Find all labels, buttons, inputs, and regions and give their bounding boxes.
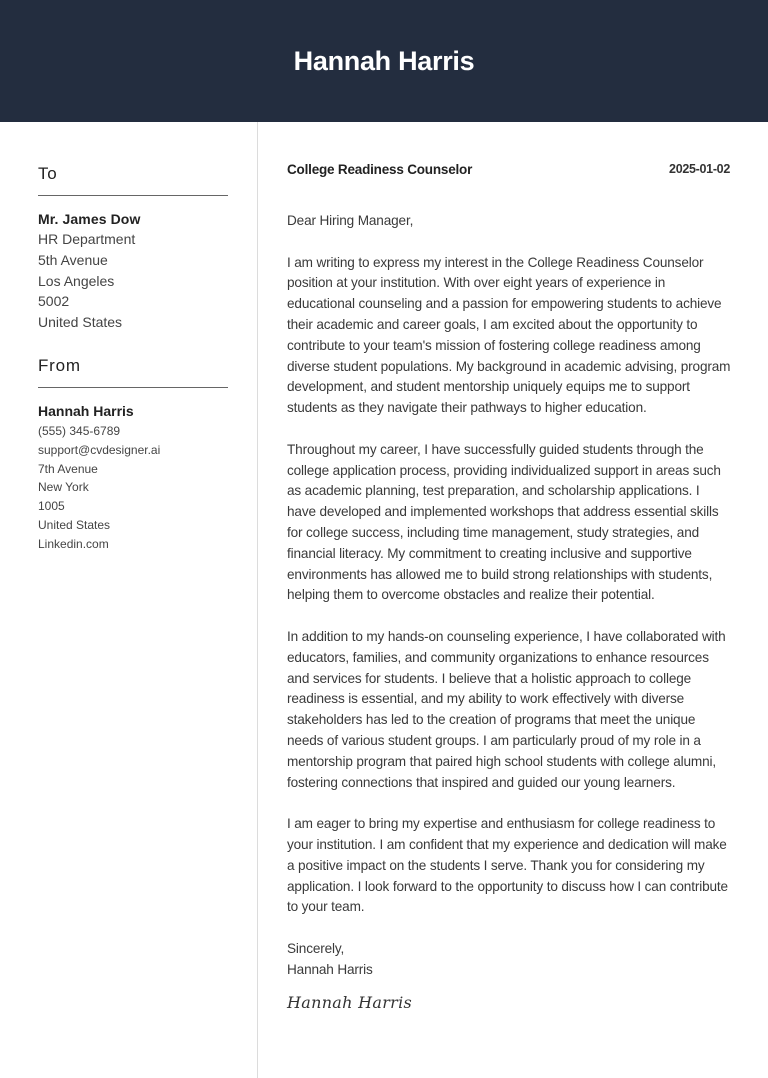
to-divider — [38, 195, 228, 196]
recipient-name: Mr. James Dow — [38, 211, 141, 227]
signature: Hannah Harris — [287, 993, 413, 1013]
from-heading: From — [38, 356, 81, 375]
closing: Sincerely, — [287, 940, 345, 956]
from-divider — [38, 387, 228, 388]
recipient-block — [38, 209, 238, 333]
job-title: College Readiness Counselor — [287, 162, 473, 177]
recipient-postal-code: 5002 — [38, 293, 70, 310]
paragraph-2: Throughout my career, I have successfully guided students through the college application process, providing individualized support in areas such as academic planning, test preparation, and scholarship applications. I have developed and implemented workshops that address essential skills for college success, including time management, study strategies, and financial literacy. My commitment to creating inclusive and supportive environments has allowed me to build strong relationships with students, helping them to overcome obstacles and realize their potential. — [287, 441, 721, 603]
paragraph-3: In addition to my hands-on counseling experience, I have collaborated with educators, families, and community organizations to enhance resources and services for students. I believe that a holistic approach to college readiness is essential, and my ability to work effectively with diverse stakeholders has led to the creation of programs that meet the unique needs of various student groups. I am particularly proud of my role in a mentorship program that paired high school students with college alumni, fostering connections that inspired and guided our young learners. — [287, 628, 726, 790]
recipient-department: HR Department — [38, 231, 136, 247]
sender-country: United States — [38, 517, 111, 532]
closing-name: Hannah Harris — [287, 961, 373, 977]
sender-phone: (555) 345-6789 — [38, 424, 121, 438]
sender-street: 7th Avenue — [38, 461, 98, 476]
sender-postal-code: 1005 — [38, 499, 65, 514]
letter-content — [287, 211, 732, 1014]
sender-city: New York — [38, 480, 89, 495]
sender-name: Hannah Harris — [38, 403, 134, 419]
sender-linkedin: Linkedin.com — [38, 536, 109, 551]
header-banner — [0, 0, 768, 122]
paragraph-4: I am eager to bring my expertise and enthusiasm for college readiness to your institution. I am confident that my experience and dedication will make a positive impact on the students I serve. Thank you for considering my application. I look forward to the opportunity to discuss how I can contribute to your team. — [287, 816, 728, 915]
letter-date: 2025-01-02 — [669, 162, 730, 176]
applicant-name: Hannah Harris — [293, 45, 475, 76]
paragraph-1: I am writing to express my interest in the College Readiness Counselor position at your institution. With over eight years of experience in educational counseling and a passion for empowering students to achieve their academic and career goals, I am excited about the opportunity to contribute to your team's mission of fostering college readiness among diverse student populations. My background in academic advising, program development, and student mentorship uniquely equips me to support students as they navigate their pathways to higher education. — [287, 254, 731, 416]
recipient-street: 5th Avenue — [38, 251, 108, 268]
salutation: Dear Hiring Manager, — [287, 213, 414, 228]
sender-block — [38, 401, 238, 554]
to-heading: To — [38, 164, 58, 183]
sender-email: support@cvdesigner.ai — [38, 442, 161, 457]
recipient-city: Los Angeles — [38, 272, 115, 289]
recipient-country: United States — [38, 314, 123, 331]
column-divider — [257, 122, 258, 1078]
